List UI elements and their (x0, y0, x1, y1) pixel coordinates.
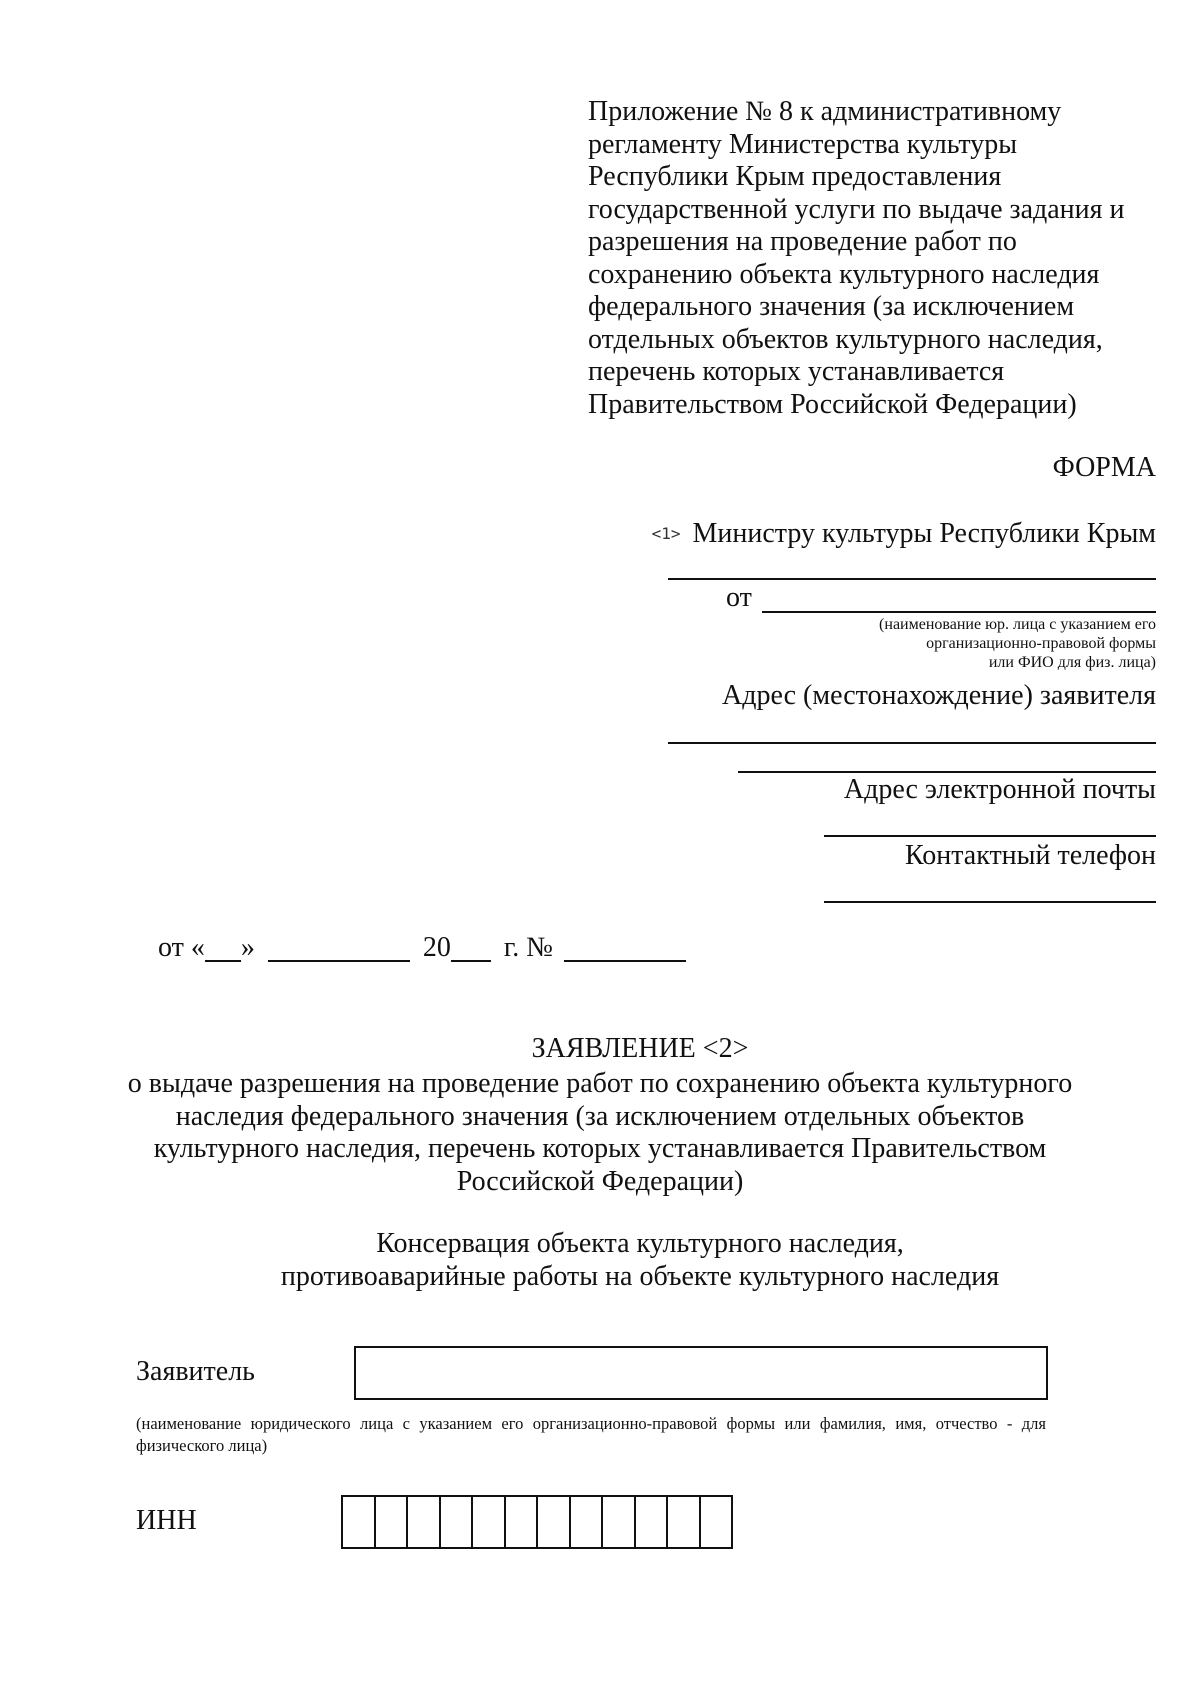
number-blank[interactable] (564, 932, 686, 962)
inn-cell[interactable] (701, 1495, 734, 1549)
from-blank-line[interactable] (762, 611, 1156, 613)
subtitle-line: Российской Федерации) (456, 1165, 744, 1197)
statement-title: ЗАЯВЛЕНИЕ <2> (531, 1033, 749, 1064)
date-close-quote: » (240, 932, 255, 963)
appendix-line: перечень которых устанавливается (588, 356, 1005, 387)
appendix-line: разрешения на проведение работ по (588, 226, 1017, 257)
subtitle-line: культурного наследия, перечень которых устанавливается Правительством (153, 1133, 1047, 1164)
inn-input-grid[interactable] (341, 1495, 733, 1549)
inn-cell[interactable] (343, 1495, 376, 1549)
email-label: Адрес электронной почты (843, 774, 1156, 805)
from-label: от (726, 582, 752, 613)
appendix-line: Правительством Российской Федерации) (588, 388, 1077, 420)
appendix-line: государственной услуги по выдаче задания и (588, 193, 1125, 225)
subtitle-line: о выдаче разрешения на проведение работ по сохранению объекта культурного (127, 1068, 1073, 1099)
inn-cell[interactable] (538, 1495, 571, 1549)
phone-blank-line[interactable] (824, 901, 1156, 903)
address-blank-line-2[interactable] (738, 771, 1156, 773)
inn-cell[interactable] (441, 1495, 474, 1549)
inn-cell[interactable] (603, 1495, 636, 1549)
inn-cell[interactable] (376, 1495, 409, 1549)
inn-cell[interactable] (473, 1495, 506, 1549)
inn-cell[interactable] (571, 1495, 604, 1549)
form-label: ФОРМА (1052, 452, 1156, 483)
address-label: Адрес (местонахождение) заявителя (722, 680, 1156, 711)
applicant-input[interactable] (354, 1346, 1048, 1400)
date-from-label: от « (158, 932, 205, 963)
note-line: организационно-правовой формы (926, 635, 1156, 652)
work-type-line: Консервация объекта культурного наследия, (376, 1228, 904, 1259)
applicant-label: Заявитель (136, 1356, 255, 1387)
statement-subtitle (0, 1068, 1200, 1198)
year-blank[interactable] (451, 932, 491, 962)
inn-cell[interactable] (506, 1495, 539, 1549)
appendix-line: Республики Крым предоставления (588, 161, 1002, 192)
inn-cell[interactable] (636, 1495, 669, 1549)
number-label: г. № (503, 932, 553, 963)
addressee-blank-line[interactable] (668, 578, 1156, 580)
appendix-line: сохранению объекта культурного наследия (588, 258, 1100, 290)
footnote-ref-1: <1> (651, 524, 681, 543)
appendix-line: федерального значения (за исключением (588, 291, 1075, 322)
date-number-row (158, 932, 686, 964)
appendix-line: отдельных объектов культурного наследия, (588, 323, 1103, 355)
month-blank[interactable] (268, 932, 410, 962)
appendix-header (588, 96, 1168, 421)
appendix-line: регламенту Министерства культуры (588, 128, 1018, 160)
applicant-note: (наименование юридического лица с указанием его организационно-правовой формы или фамилия, имя, отчество - для физического лица) (136, 1414, 1046, 1455)
inn-label: ИНН (136, 1505, 197, 1536)
phone-label: Контактный телефон (904, 840, 1156, 871)
note-line: (наименование юр. лица с указанием его (879, 616, 1156, 633)
addressee-line (652, 518, 1156, 550)
email-blank-line[interactable] (824, 835, 1156, 837)
applicant-name-note (796, 615, 1156, 672)
address-blank-line-1[interactable] (668, 742, 1156, 744)
addressee-text: Министру культуры Республики Крым (692, 518, 1156, 549)
inn-cell[interactable] (408, 1495, 441, 1549)
work-type (40, 1228, 1200, 1293)
inn-cell[interactable] (668, 1495, 701, 1549)
day-blank[interactable] (205, 932, 241, 962)
subtitle-line: наследия федерального значения (за исключением отдельных объектов (175, 1100, 1025, 1132)
year-prefix: 20 (422, 932, 451, 963)
appendix-line: Приложение № 8 к административному (588, 96, 1062, 127)
work-type-line: противоаварийные работы на объекте культурного наследия (280, 1260, 1000, 1292)
note-line: или ФИО для физ. лица) (988, 654, 1156, 671)
